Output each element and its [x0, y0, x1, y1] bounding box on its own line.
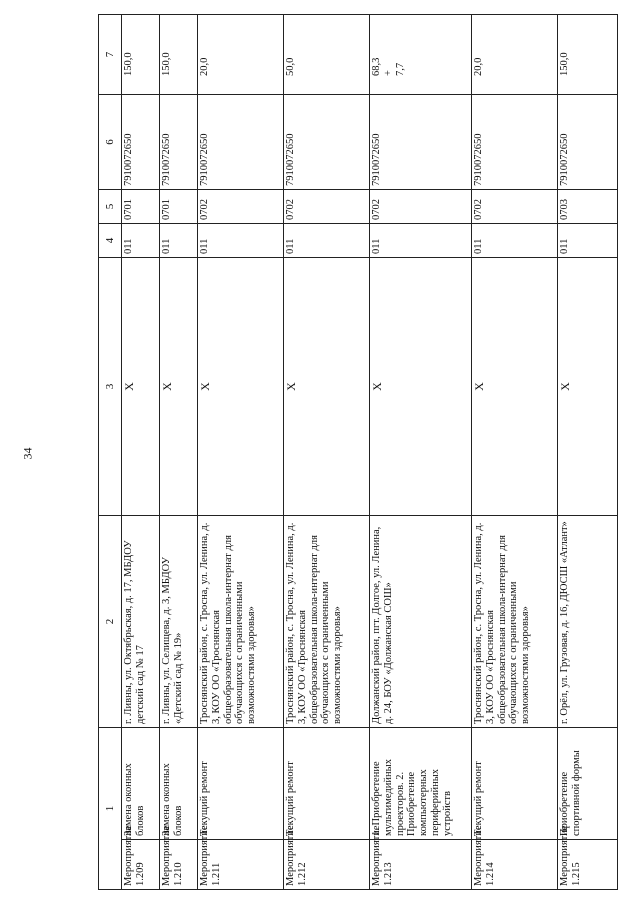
col-5-cell: 0701 — [122, 190, 160, 224]
event-address: Троснянский район, с. Тросна, ул. Ленина, д. 3, КОУ ОО «Троснянская общеобразовательная школа-интернат для обучающихся с ограниченными возможностями здоровья» — [198, 516, 284, 728]
table-row — [198, 15, 284, 890]
header-col-3: 3 — [99, 258, 122, 516]
col-4-cell: 011 — [558, 224, 618, 258]
event-address: г. Орёл, ул. Грузовая, д. 16, ДЮСШ «Атлант» — [558, 516, 618, 728]
header-col-4: 4 — [99, 224, 122, 258]
col-6-cell: 7910072650 — [558, 95, 618, 190]
col-7-cell: 20,0 — [472, 15, 558, 95]
col-5-cell: 0701 — [160, 190, 198, 224]
header-col-7: 7 — [99, 15, 122, 95]
event-id: Мероприятие 1.215 — [558, 840, 618, 890]
event-name: 1. Приобретение мультимедийных проекторов. 2. Приобретение компьютерных периферийных устройств — [370, 728, 472, 840]
col-4-cell: 011 — [122, 224, 160, 258]
col-7-cell — [370, 15, 472, 95]
col-5-cell: 0702 — [370, 190, 472, 224]
event-address: г. Ливны, ул. Селищева, д. 3, МБДОУ «Детский сад № 19» — [160, 516, 198, 728]
event-id: Мероприятие 1.209 — [122, 840, 160, 890]
col-7-cell: 150,0 — [122, 15, 160, 95]
col-3-cell: X — [198, 258, 284, 516]
col-7-cell: 20,0 — [198, 15, 284, 95]
event-id: Мероприятие 1.211 — [198, 840, 284, 890]
table-row — [160, 15, 198, 890]
event-id: Мероприятие 1.213 — [370, 840, 472, 890]
col-3-cell: X — [558, 258, 618, 516]
col-4-cell: 011 — [198, 224, 284, 258]
table-row — [284, 15, 370, 890]
document-table-rotated — [98, 15, 618, 890]
col-6-cell: 7910072650 — [198, 95, 284, 190]
event-name: Текущий ремонт — [198, 728, 284, 840]
header-col-6: 6 — [99, 95, 122, 190]
col-4-cell: 011 — [370, 224, 472, 258]
amount-main: 68,3 — [371, 57, 382, 76]
col-7-cell: 150,0 — [558, 15, 618, 95]
col-5-cell: 0702 — [284, 190, 370, 224]
col-6-cell: 7910072650 — [370, 95, 472, 190]
amount-plus: + — [382, 70, 394, 76]
header-col-1: 1 — [99, 728, 122, 890]
col-5-cell: 0703 — [558, 190, 618, 224]
event-address: Троснянский район, с. Тросна, ул. Ленина, д. 3, КОУ ОО «Троснянская общеобразовательная школа-интернат для обучающихся с ограниченными возможностями здоровья» — [284, 516, 370, 728]
event-name: Текущий ремонт — [472, 728, 558, 840]
col-3-cell: X — [370, 258, 472, 516]
amount-extra: 7,7 — [394, 62, 406, 76]
col-7-cell: 50,0 — [284, 15, 370, 95]
event-id: Мероприятие 1.210 — [160, 840, 198, 890]
col-5-cell: 0702 — [198, 190, 284, 224]
col-3-cell: X — [160, 258, 198, 516]
page-number: 34 — [20, 447, 35, 460]
col-4-cell: 011 — [472, 224, 558, 258]
event-name: Приобретение спортивной формы — [558, 728, 618, 840]
event-name: Замена оконных блоков — [122, 728, 160, 840]
event-address: Должанский район, пгт. Долгое, ул. Ленина, д. 24, БОУ «Должанская СОШ» — [370, 516, 472, 728]
col-4-cell: 011 — [284, 224, 370, 258]
col-4-cell: 011 — [160, 224, 198, 258]
table-row — [370, 15, 472, 890]
col-3-cell: X — [472, 258, 558, 516]
table-row — [558, 15, 618, 890]
table-row — [472, 15, 558, 890]
event-address: Троснянский район, с. Тросна, ул. Ленина, д. 3, КОУ ОО «Троснянская общеобразовательная школа-интернат для обучающихся с ограниченными возможностями здоровья» — [472, 516, 558, 728]
table-row — [122, 15, 160, 890]
col-3-cell: X — [284, 258, 370, 516]
header-col-2: 2 — [99, 516, 122, 728]
event-name: Замена оконных блоков — [160, 728, 198, 840]
event-address: г. Ливны, ул. Октябрьская, д. 17, МБДОУ детский сад № 17 — [122, 516, 160, 728]
table-header-row — [99, 15, 122, 890]
event-name: Текущий ремонт — [284, 728, 370, 840]
event-id: Мероприятие 1.212 — [284, 840, 370, 890]
event-id: Мероприятие 1.214 — [472, 840, 558, 890]
col-5-cell: 0702 — [472, 190, 558, 224]
col-6-cell: 7910072650 — [284, 95, 370, 190]
col-6-cell: 7910072650 — [160, 95, 198, 190]
header-col-5: 5 — [99, 190, 122, 224]
col-6-cell: 7910072650 — [472, 95, 558, 190]
col-6-cell: 7910072650 — [122, 95, 160, 190]
col-7-cell: 150,0 — [160, 15, 198, 95]
col-3-cell: X — [122, 258, 160, 516]
budget-table — [98, 14, 618, 890]
